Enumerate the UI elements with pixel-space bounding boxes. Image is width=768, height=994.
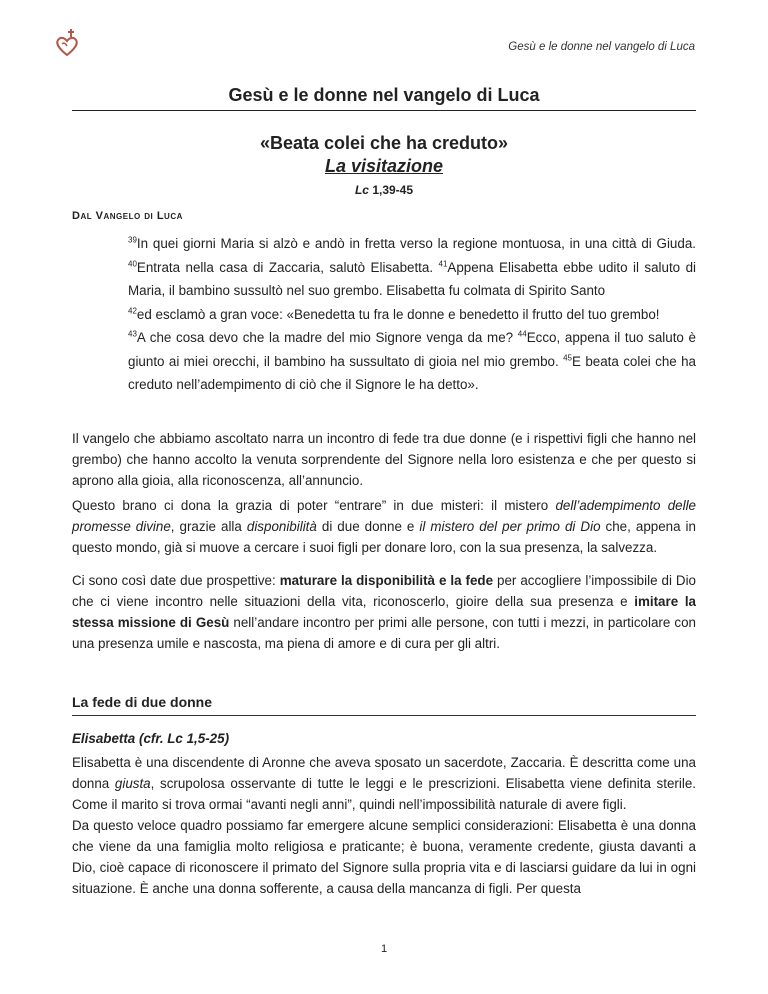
- verse-text: ed esclamò a gran voce: «Benedetta tu fra le donne e benedetto il frutto del tuo grembo!: [136, 306, 660, 322]
- verse-text: A che cosa devo che la madre del mio Signore venga da me?: [136, 330, 518, 345]
- verse-number: 43: [128, 329, 137, 339]
- verse-number: 40: [128, 259, 137, 269]
- italic-run: disponibilità: [246, 519, 317, 534]
- gospel-passage: [128, 232, 696, 397]
- page-number: 1: [380, 943, 388, 955]
- perspectives-paragraph: [72, 570, 696, 654]
- text-run: , scrupolosa osservante di tutte le leggi e le prescrizioni. Elisabetta viene definita sterile. Come il marito si trova ormai “avanti negli anni”, quindi nell’impossibilità naturale di avere figli.: [72, 776, 696, 812]
- text-run: , grazie alla: [170, 519, 247, 534]
- text-run: Ci sono così date due prospettive:: [72, 573, 280, 588]
- scripture-reference: [0, 183, 768, 197]
- text-run: di due donne e: [316, 519, 420, 534]
- subtitle-quote: «Beata colei che ha creduto»: [259, 133, 509, 153]
- reference-book: Lc: [354, 183, 369, 197]
- subsection-title: Elisabetta (cfr. Lc 1,5-25): [72, 731, 230, 746]
- heart-cross-logo-icon: [54, 28, 80, 58]
- verse-number: 39: [128, 235, 137, 245]
- gospel-label: Dal Vangelo di Luca: [72, 210, 183, 222]
- running-header: Gesù e le donne nel vangelo di Luca: [508, 41, 695, 53]
- text-run: Questo brano ci dona la grazia di poter “entrare” in due misteri: il mistero: [72, 498, 556, 513]
- page-title: Gesù e le donne nel vangelo di Luca: [72, 85, 696, 111]
- italic-run: giusta: [114, 776, 151, 791]
- intro-paragraph: Il vangelo che abbiamo ascoltato narra un incontro di fede tra due donne (e i rispettivi figli che hanno nel grembo) che hanno accolto la venuta sorprendente del Signore nella loro esistenza e che per questo si aprono alla gioia, alla riconoscenza, all’annuncio.: [72, 431, 696, 488]
- verse-text: Ecco, appena il tuo saluto è giunto ai miei orecchi, il bambino ha sussultato di gioia nel mio grembo.: [128, 330, 696, 369]
- verse-text: Entrata nella casa di Zaccaria, salutò Elisabetta.: [136, 259, 439, 275]
- bold-run: imitare la stessa missione di Gesù: [72, 594, 696, 630]
- italic-run: dell’adempimento delle promesse divine: [72, 498, 696, 534]
- verse-text: E beata colei che ha creduto nell’adempimento di ciò che il Signore le ha detto».: [128, 353, 696, 392]
- verse-number: 41: [438, 259, 448, 269]
- text-run: Elisabetta è una discendente di Aronne che aveva sposato un sacerdote, Zaccaria. È descritta come una donna: [72, 755, 696, 791]
- verse-number: 45: [563, 353, 572, 363]
- verse-text: In quei giorni Maria si alzò e andò in fretta verso la regione montuosa, in una città di Giuda.: [136, 236, 696, 251]
- mysteries-paragraph: [72, 495, 696, 558]
- subtitle-theme: La visitazione: [324, 156, 444, 176]
- italic-run: il mistero del per primo di Dio: [419, 519, 601, 534]
- text-run: che, appena in questo mondo, già si muove a cercare i suoi figli per donare loro, con la sua presenza, la salvezza.: [72, 519, 696, 555]
- reference-verses: 1,39-45: [368, 183, 414, 197]
- elisabetta-paragraph: [72, 752, 696, 899]
- verse-number: 44: [517, 329, 527, 339]
- text-run: nell’andare incontro per primi alle persone, con tutti i mezzi, in particolare con una presenza umile e nascosta, ma piena di amore e di cura per gli altri.: [72, 615, 696, 651]
- section-heading: La fede di due donne: [72, 694, 696, 716]
- verse-number: 42: [128, 306, 137, 316]
- text-run: per accogliere l’impossibile di Dio che ci viene incontro nelle situazioni della vita, riconoscerlo, gioire della sua presenza e: [72, 573, 696, 609]
- text-run: Da questo veloce quadro possiamo far emergere alcune semplici considerazioni: Elisabetta è una donna che viene da una famiglia molto religiosa e praticante; è buona, veramente credente, giusta davanti a Dio, cioè capace di riconoscere il primato del Signore sulla propria vita e di lasciarsi guidare da lui in ogni situazione. È anche una donna sofferente, a causa della mancanza di figli. Per questa: [72, 818, 696, 896]
- bold-run: maturare la disponibilità e la fede: [279, 573, 494, 588]
- verse-text: Appena Elisabetta ebbe udito il saluto di Maria, il bambino sussultò nel suo grembo. Elisabetta fu colmata di Spirito Santo: [128, 259, 696, 298]
